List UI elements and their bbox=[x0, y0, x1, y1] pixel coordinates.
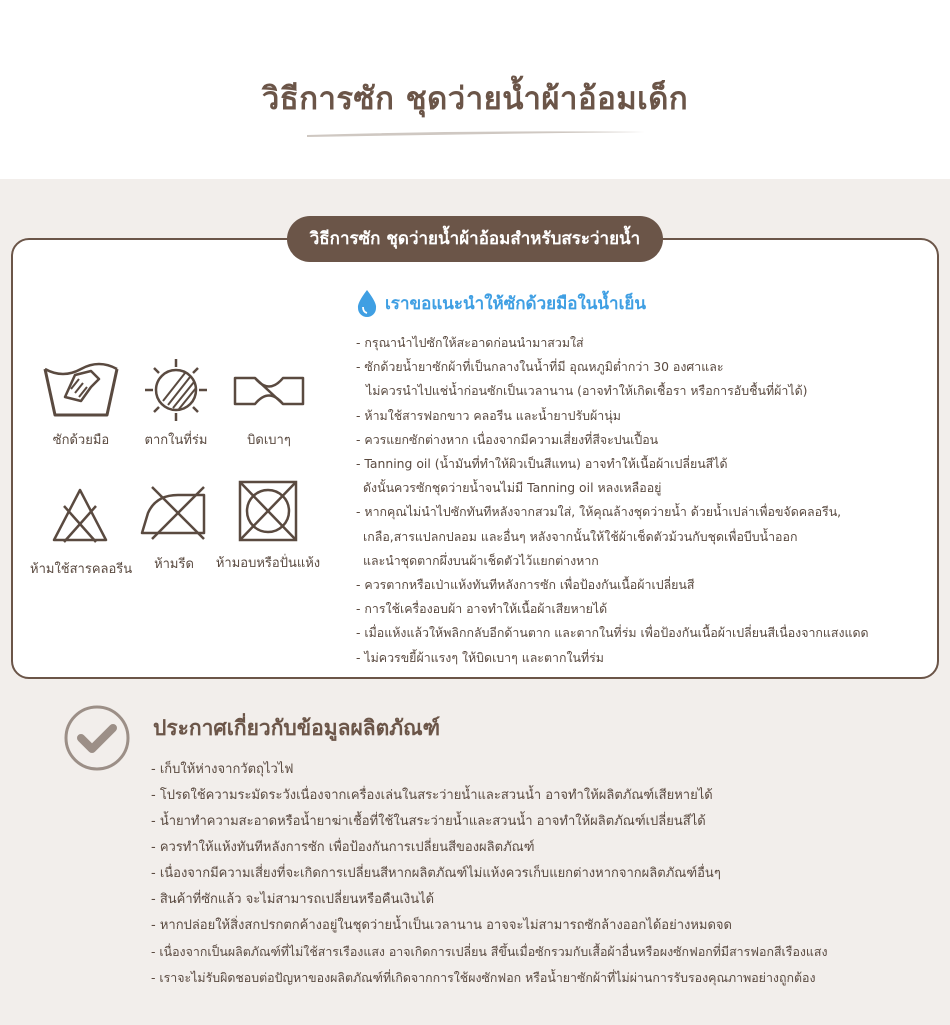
dry-in-shade-icon bbox=[141, 357, 211, 423]
list-item: - Tanning oil (น้ำมันที่ทำให้ผิวเป็นสีแทน) อาจทำให้เนื้อผ้าเปลี่ยนสีได้ bbox=[356, 456, 728, 472]
header-area bbox=[0, 0, 950, 179]
list-item: - ห้ามใช้สารฟอกขาว คลอรีน และน้ำยาปรับผ้านุ่ม bbox=[356, 407, 621, 423]
care-icon-no-bleach bbox=[30, 486, 133, 579]
list-item: - เนื่องจากเป็นผลิตภัณฑ์ที่ไม่ใช้สารเรืองแสง อาจเกิดการเปลี่ยน สีขึ้นเมื่อซักรวมกับเสื้อผ้าอื่นหรือผงซักฟอกที่มีสารฟอกสีเรืองแสง bbox=[151, 944, 828, 959]
washing-instructions-list bbox=[356, 331, 926, 670]
product-notice-list bbox=[151, 757, 941, 991]
icon-label: ห้ามรีด bbox=[154, 557, 194, 572]
list-item: - หากปล่อยให้สิ่งสกปรกตกค้างอยู่ในชุดว่ายน้ำเป็นเวลานาน อาจจะไม่สามารถซักล้างออกได้อย่างหมดจด bbox=[151, 918, 732, 933]
icon-label: บิดเบาๆ bbox=[247, 433, 291, 448]
page-title: วิธีการซัก ชุดว่ายน้ำผ้าอ้อมเด็ก bbox=[261, 81, 689, 117]
list-item: - เก็บให้ห่างจากวัตถุไวไฟ bbox=[151, 762, 294, 777]
list-item: - สินค้าที่ซักแล้ว จะไม่สามารถเปลี่ยนหรือคืนเงินได้ bbox=[151, 892, 435, 907]
list-item: - ไม่ควรขยี้ผ้าแรงๆ ให้บิดเบาๆ และตากในที่ร่ม bbox=[356, 649, 604, 665]
recommendation-heading bbox=[357, 288, 646, 318]
section-title-pill: วิธีการซัก ชุดว่ายน้ำผ้าอ้อมสำหรับสระว่ายน้ำ bbox=[287, 216, 663, 262]
title-underline bbox=[305, 129, 647, 138]
no-tumble-dry-icon bbox=[236, 478, 300, 544]
list-item: - ควรตากหรือเป่าแห้งทันทีหลังการซัก เพื่อป้องกันเนื้อผ้าเปลี่ยนสี bbox=[356, 577, 695, 593]
hand-wash-icon bbox=[41, 357, 121, 423]
care-icon-no-tumble-dry bbox=[214, 478, 322, 573]
list-item: - เราจะไม่รับผิดชอบต่อปัญหาของผลิตภัณฑ์ที่เกิดจากการใช้ผงซักฟอก หรือน้ำยาซักผ้าที่ไม่ผ่านการรับรองคุณภาพอย่างถูกต้อง bbox=[151, 970, 816, 985]
water-drop-icon bbox=[357, 289, 377, 317]
list-item: และนำชุดตากผึ่งบนผ้าเช็ดตัวไว้แยกต่างหาก bbox=[363, 552, 599, 568]
care-icon-dry-in-shade bbox=[138, 357, 214, 450]
gentle-wring-icon bbox=[229, 357, 309, 423]
list-item: ไม่ควรนำไปแช่น้ำก่อนซักเป็นเวลานาน (อาจทำให้เกิดเชื้อรา หรือการอับชื้นที่ผ้าได้) bbox=[366, 383, 808, 399]
care-icon-gentle-wring bbox=[226, 357, 312, 450]
notice-title: ประกาศเกี่ยวกับข้อมูลผลิตภัณฑ์ bbox=[153, 716, 441, 740]
no-iron-icon bbox=[138, 483, 210, 543]
icon-label: ซักด้วยมือ bbox=[52, 433, 110, 448]
recommendation-text: เราขอแนะนำให้ซักด้วยมือในน้ำเย็น bbox=[385, 293, 646, 314]
list-item: ดังนั้นควรซักชุดว่ายน้ำจนไม่มี Tanning oil หลงเหลืออยู่ bbox=[363, 480, 662, 496]
list-item: - การใช้เครื่องอบผ้า อาจทำให้เนื้อผ้าเสียหายได้ bbox=[356, 601, 608, 617]
list-item: - ควรทำให้แห้งทันทีหลังการซัก เพื่อป้องกันการเปลี่ยนสีของผลิตภัณฑ์ bbox=[151, 840, 535, 855]
list-item: - กรุณานำไปซักให้สะอาดก่อนนำมาสวมใส่ bbox=[356, 335, 584, 350]
care-icon-hand-wash bbox=[38, 357, 124, 450]
list-item: - น้ำยาทำความสะอาดหรือน้ำยาฆ่าเชื้อที่ใช้ในสระว่ายน้ำและสวนน้ำ อาจทำให้ผลิตภัณฑ์เปลี่ยนสีได้ bbox=[151, 814, 706, 829]
care-icon-no-iron bbox=[136, 483, 212, 574]
list-item: - เมื่อแห้งแล้วให้พลิกกลับอีกด้านตาก และตากในที่ร่ม เพื่อป้องกันเนื้อผ้าเปลี่ยนสีเนื่องจากแสงแดด bbox=[356, 625, 869, 641]
check-circle-icon bbox=[63, 704, 131, 772]
icon-label: ตากในที่ร่ม bbox=[144, 433, 208, 448]
no-bleach-icon bbox=[50, 486, 110, 546]
list-item: - โปรดใช้ความระมัดระวังเนื่องจากเครื่องเล่นในสระว่ายน้ำและสวนน้ำ อาจทำให้ผลิตภัณฑ์เสียหายได้ bbox=[151, 788, 713, 803]
list-item: - หากคุณไม่นำไปซักทันทีหลังจากสวมใส่, ให้คุณล้างชุดว่ายน้ำ ด้วยน้ำเปล่าเพื่อขจัดคลอรีน, bbox=[356, 504, 842, 520]
icon-label: ห้ามใช้สารคลอรีน bbox=[30, 562, 133, 577]
icon-label: ห้ามอบหรือปั่นแห้ง bbox=[215, 556, 321, 571]
list-item: - เนื่องจากมีความเสี่ยงที่จะเกิดการเปลี่ยนสีหากผลิตภัณฑ์ไม่แห้งควรเก็บแยกต่างหากจากผลิตภัณฑ์อื่นๆ bbox=[151, 866, 721, 881]
list-item: - ซักด้วยน้ำยาซักผ้าที่เป็นกลางในน้ำที่มี อุณหภูมิต่ำกว่า 30 องศาและ bbox=[356, 359, 724, 375]
list-item: - ควรแยกซักต่างหาก เนื่องจากมีความเสี่ยงที่สีจะปนเปื้อน bbox=[356, 431, 659, 447]
list-item: เกลือ,สารแปลกปลอม และอื่นๆ หลังจากนั้นให้ใช้ผ้าเช็ดตัวม้วนกับชุดเพื่อบีบน้ำออก bbox=[363, 528, 798, 544]
